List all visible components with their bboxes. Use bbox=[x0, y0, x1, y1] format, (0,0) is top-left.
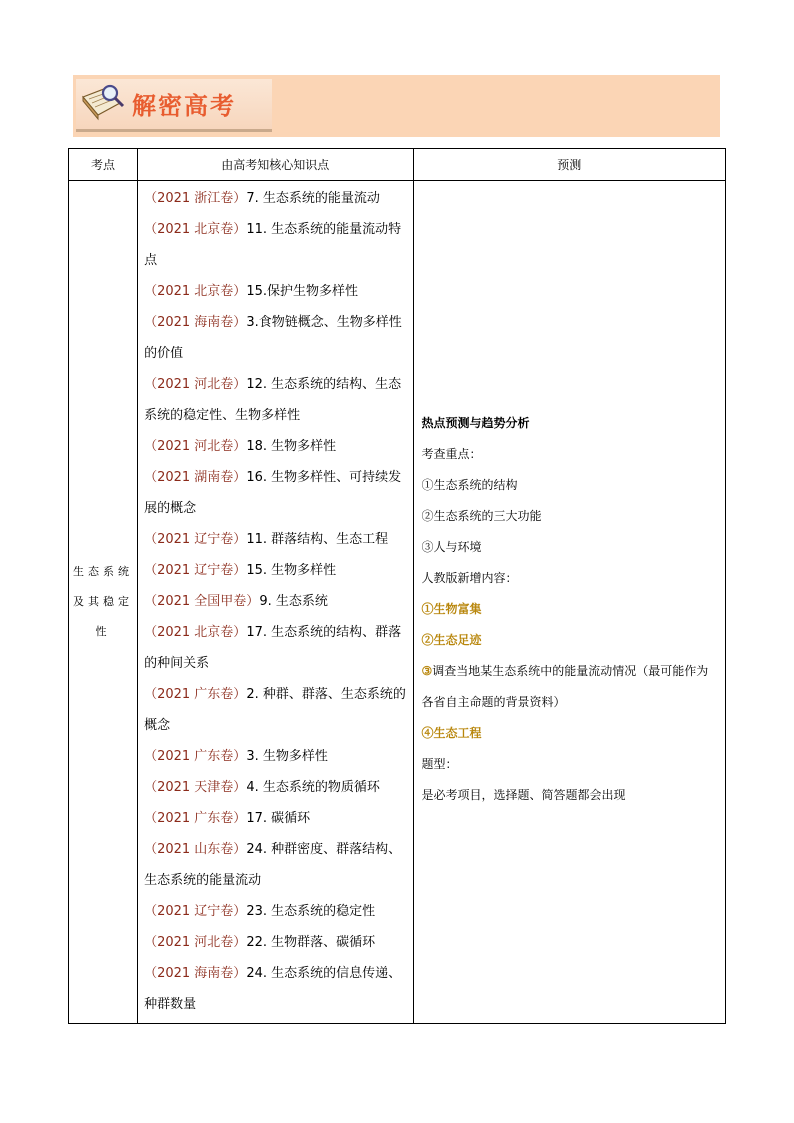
question-type-label: 题型： bbox=[421, 757, 458, 771]
new-content-item-text: 调查当地某生态系统中的能量流动情况（最可能作为各省自主命题的背景资料） bbox=[421, 664, 709, 709]
new-content-item: ①生物富集 bbox=[421, 602, 482, 616]
focus-item: ①生态系统的结构 bbox=[421, 478, 518, 492]
topic-cell: 生态系统及其稳定性 bbox=[69, 181, 138, 1024]
focus-label: 考查重点： bbox=[421, 447, 482, 461]
list-item: （2021 辽宁卷）23. 生态系统的稳定性 bbox=[144, 904, 376, 919]
banner-title: 解密高考 bbox=[132, 92, 236, 120]
list-item: （2021 广东卷）2. 种群、群落、生态系统的概念 bbox=[144, 687, 406, 733]
list-item: （2021 北京卷）15.保护生物多样性 bbox=[144, 284, 358, 299]
list-item: （2021 河北卷）12. 生态系统的结构、生态系统的稳定性、生物多样性 bbox=[144, 377, 402, 423]
list-item: （2021 广东卷）3. 生物多样性 bbox=[144, 749, 328, 764]
list-item: （2021 辽宁卷）11. 群落结构、生态工程 bbox=[144, 532, 389, 547]
header-topic: 考点 bbox=[69, 149, 138, 181]
knowledge-table bbox=[68, 148, 726, 1024]
list-item: （2021 全国甲卷）9. 生态系统 bbox=[144, 594, 328, 609]
prediction-heading: 热点预测与趋势分析 bbox=[421, 416, 530, 430]
question-type-text: 是必考项目，选择题、简答题都会出现 bbox=[421, 788, 626, 802]
header-knowledge: 由高考知核心知识点 bbox=[138, 149, 413, 181]
header-prediction: 预测 bbox=[413, 149, 726, 181]
focus-item: ③人与环境 bbox=[421, 540, 482, 554]
list-item: （2021 湖南卷）16. 生物多样性、可持续发展的概念 bbox=[144, 470, 402, 516]
list-item: （2021 海南卷）3.食物链概念、生物多样性的价值 bbox=[144, 315, 402, 361]
list-item: （2021 辽宁卷）15. 生物多样性 bbox=[144, 563, 337, 578]
new-content-label: 人教版新增内容： bbox=[421, 571, 518, 585]
list-item: （2021 广东卷）17. 碳循环 bbox=[144, 811, 311, 826]
list-item: （2021 河北卷）18. 生物多样性 bbox=[144, 439, 337, 454]
banner bbox=[73, 75, 720, 137]
new-content-item: ②生态足迹 bbox=[421, 633, 482, 647]
list-item: （2021 天津卷）4. 生态系统的物质循环 bbox=[144, 780, 380, 795]
prediction-content bbox=[414, 181, 726, 811]
list-item: （2021 北京卷）17. 生态系统的结构、群落的种间关系 bbox=[144, 625, 402, 671]
list-item: （2021 海南卷）24. 生态系统的信息传递、种群数量 bbox=[144, 966, 402, 1012]
new-content-item: ③调查当地某生态系统中的能量流动情况（最可能作为各省自主命题的背景资料） bbox=[421, 664, 709, 709]
list-item: （2021 浙江卷）7. 生态系统的能量流动 bbox=[144, 191, 380, 206]
new-content-item: ④生态工程 bbox=[421, 726, 482, 740]
focus-item: ②生态系统的三大功能 bbox=[421, 509, 542, 523]
list-item: （2021 山东卷）24. 种群密度、群落结构、生态系统的能量流动 bbox=[144, 842, 402, 888]
prediction-cell bbox=[413, 181, 726, 1024]
table-header-row bbox=[69, 149, 726, 181]
list-item: （2021 河北卷）22. 生物群落、碳循环 bbox=[144, 935, 376, 950]
table-row bbox=[69, 181, 726, 1024]
banner-box bbox=[76, 79, 272, 132]
knowledge-list bbox=[138, 181, 413, 1024]
magnifier-book-icon bbox=[80, 83, 126, 123]
list-item: （2021 北京卷）11. 生态系统的能量流动特点 bbox=[144, 222, 402, 268]
